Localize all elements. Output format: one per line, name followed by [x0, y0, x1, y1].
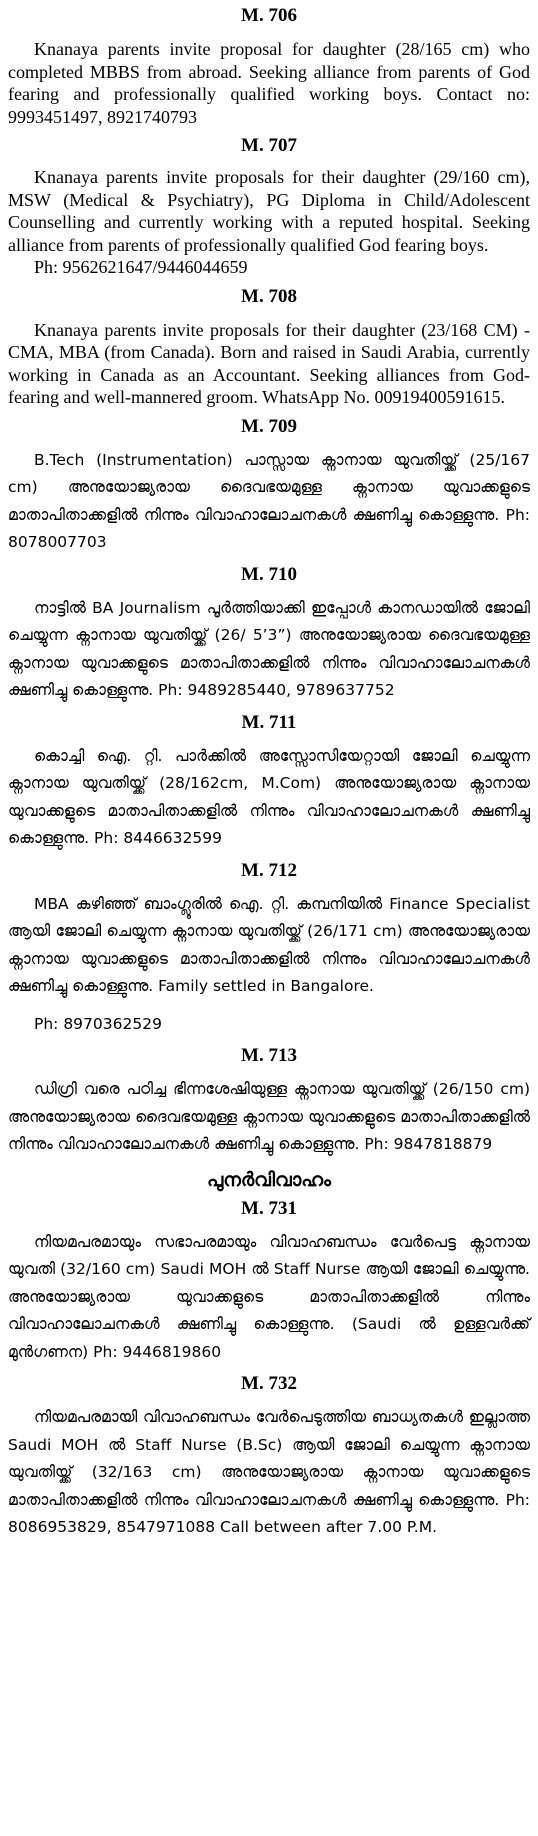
ad-paragraph: Knanaya parents invite proposal for daughter (28/165 cm) who completed MBBS from abroad. Seeking alliance from parents of God fearing and professionally qualified working boys. Contact no: 9993451497, 8921740793 [8, 39, 530, 127]
ad-text [8, 166, 530, 279]
ad-m708 [8, 281, 530, 409]
ad-text [8, 743, 530, 853]
ad-text [8, 447, 530, 557]
ad-number: M. 706 [241, 5, 297, 26]
ad-text [8, 319, 530, 409]
ad-text [8, 1404, 530, 1542]
ad-number: M. 712 [241, 859, 297, 881]
ad-paragraph: നിയമപരമായും സഭാപരമായും വിവാഹബന്ധം വേർപെട്ട ക്നാനായ യുവതി (32/160 cm) Saudi MOH ൽ Staff Nurse ആയി ജോലി ചെയ്യുന്നു. അനുയോജ്യരായ യുവാക്കളുടെ മാതാപിതാക്കളിൽ നിന്നും വിവാഹാലോചനകൾ ക്ഷണിച്ചു കൊള്ളുന്നു. (Saudi ൽ ഉള്ളവർക്ക് മുൻഗണന) Ph: 9446819860 [8, 1232, 530, 1361]
ad-m731 [8, 1193, 530, 1367]
ad-paragraph: നാട്ടിൽ BA Journalism പൂർത്തിയാക്കി ഇപ്പോൾ കാനഡായിൽ ജോലി ചെയ്യുന്ന ക്നാനായ യുവതിയ്ക്ക് (26/ 5’3”) അനുയോജ്യരായ ദൈവഭയമുള്ള ക്നാനായ യുവാക്കളുടെ മാതാപിതാക്കളിൽ നിന്നും വിവാഹാലോചനകൾ ക്ഷണിച്ചു കൊള്ളുന്നു. Ph: 9489285440, 9789637752 [8, 598, 530, 699]
ad-paragraph: നിയമപരമായി വിവാഹബന്ധം വേർപെടുത്തിയ ബാധ്യതകൾ ഇല്ലാത്ത Saudi MOH ൽ Staff Nurse (B.Sc) ആയി ജോലി ചെയ്യുന്ന ക്നാനായ യുവതിയ്ക്ക് (32/163 cm) അനുയോജ്യരായ ക്നാനായ യുവാക്കളുടെ മാതാപിതാക്കളിൽ നിന്നും വിവാഹാലോചനകൾ ക്ഷണിച്ചു കൊള്ളുന്നു. Ph: 8086953829, 8547971088 Call between after 7.00 P.M. [8, 1408, 530, 1536]
ad-paragraph: ഡിഗ്രി വരെ പഠിച്ച ഭിന്നശേഷിയുള്ള ക്നാനായ യുവതിയ്ക്ക് (26/150 cm) അനുയോജ്യരായ ദൈവഭയമുള്ള ക്നാനായ യുവാക്കളുടെ മാതാപിതാക്കളിൽ നിന്നും വിവാഹാലോചനകൾ ക്ഷണിച്ചു കൊള്ളുന്നു. Ph: 9847818879 [8, 1080, 530, 1153]
ad-paragraph: Knanaya parents invite proposals for their daughter (29/160 cm), MSW (Medical & Psychiatry), PG Diploma in Child/Adolescent Counselling and currently working with a reputed hospital. Seeking alliance from parents of professionally qualified God fearing boys. [8, 167, 530, 255]
ad-text [8, 891, 530, 1039]
ad-number: M. 710 [241, 563, 297, 585]
ad-number: M. 731 [241, 1197, 297, 1219]
ad-contact: Ph: 8970362529 [34, 1014, 162, 1033]
ad-m706 [8, 0, 530, 128]
ad-m707 [8, 130, 530, 279]
ad-number: M. 708 [241, 285, 297, 307]
ad-number: M. 711 [241, 711, 297, 733]
ad-m712 [8, 855, 530, 1039]
ad-paragraph: B.Tech (Instrumentation) പാസ്സായ ക്നാനായ യുവതിയ്ക്ക് (25/167 cm) അനുയോജ്യരായ ദൈവഭയമുള്ള ക്നാനായ യുവാക്കളുടെ മാതാപിതാക്കളിൽ നിന്നും വിവാഹാലോചനകൾ ക്ഷണിച്ചു കൊള്ളുന്നു. Ph: 8078007703 [8, 450, 530, 551]
ad-text [8, 1229, 530, 1367]
ad-paragraph: Knanaya parents invite proposals for their daughter (23/168 CM) - CMA, MBA (from Canada). Born and raised in Saudi Arabia, currently working in Canada as an Accountant. Seeking alliances from God-fearing and well-mannered groom. WhatsApp No. 00919400591615. [8, 319, 530, 407]
ad-paragraph: MBA കഴിഞ്ഞ് ബാംഗ്ലൂരിൽ ഐ. റ്റി. കമ്പനിയിൽ Finance Specialist ആയി ജോലി ചെയ്യുന്ന ക്നാനായ യുവതിയ്ക്ക് (26/171 cm) അനുയോജ്യരായ ക്നാനായ യുവാക്കളുടെ മാതാപിതാക്കളിൽ നിന്നും വിവാഹാലോചനകൾ ക്ഷണിച്ചു കൊള്ളുന്നു. Family settled in Bangalore. [8, 894, 530, 995]
ad-m711 [8, 707, 530, 853]
ad-number: M. 707 [241, 135, 297, 156]
ad-number: M. 732 [241, 1373, 297, 1394]
ad-m709 [8, 411, 530, 557]
ad-number: M. 709 [241, 415, 297, 437]
ad-m710 [8, 559, 530, 705]
ad-number: M. 713 [241, 1045, 297, 1066]
ad-m713 [8, 1040, 530, 1159]
ad-text [8, 38, 530, 128]
ad-contact: Ph: 9562621647/9446044659 [34, 257, 248, 277]
section-heading-remarriage: പുനർവിവാഹം [206, 1168, 332, 1191]
ad-paragraph: കൊച്ചി ഐ. റ്റി. പാർക്കിൽ അസ്സോസിയേറ്റായി ജോലി ചെയ്യുന്ന ക്നാനായ യുവതിയ്ക്ക് (28/162cm, M.Com) അനുയോജ്യരായ ക്നാനായ യുവാക്കളുടെ മാതാപിതാക്കളിൽ നിന്നും വിവാഹാലോചനകൾ ക്ഷണിച്ചു കൊള്ളുന്നു. Ph: 8446632599 [8, 746, 530, 847]
ad-text [8, 595, 530, 705]
ad-text [8, 1076, 530, 1159]
ad-m732 [8, 1368, 530, 1542]
